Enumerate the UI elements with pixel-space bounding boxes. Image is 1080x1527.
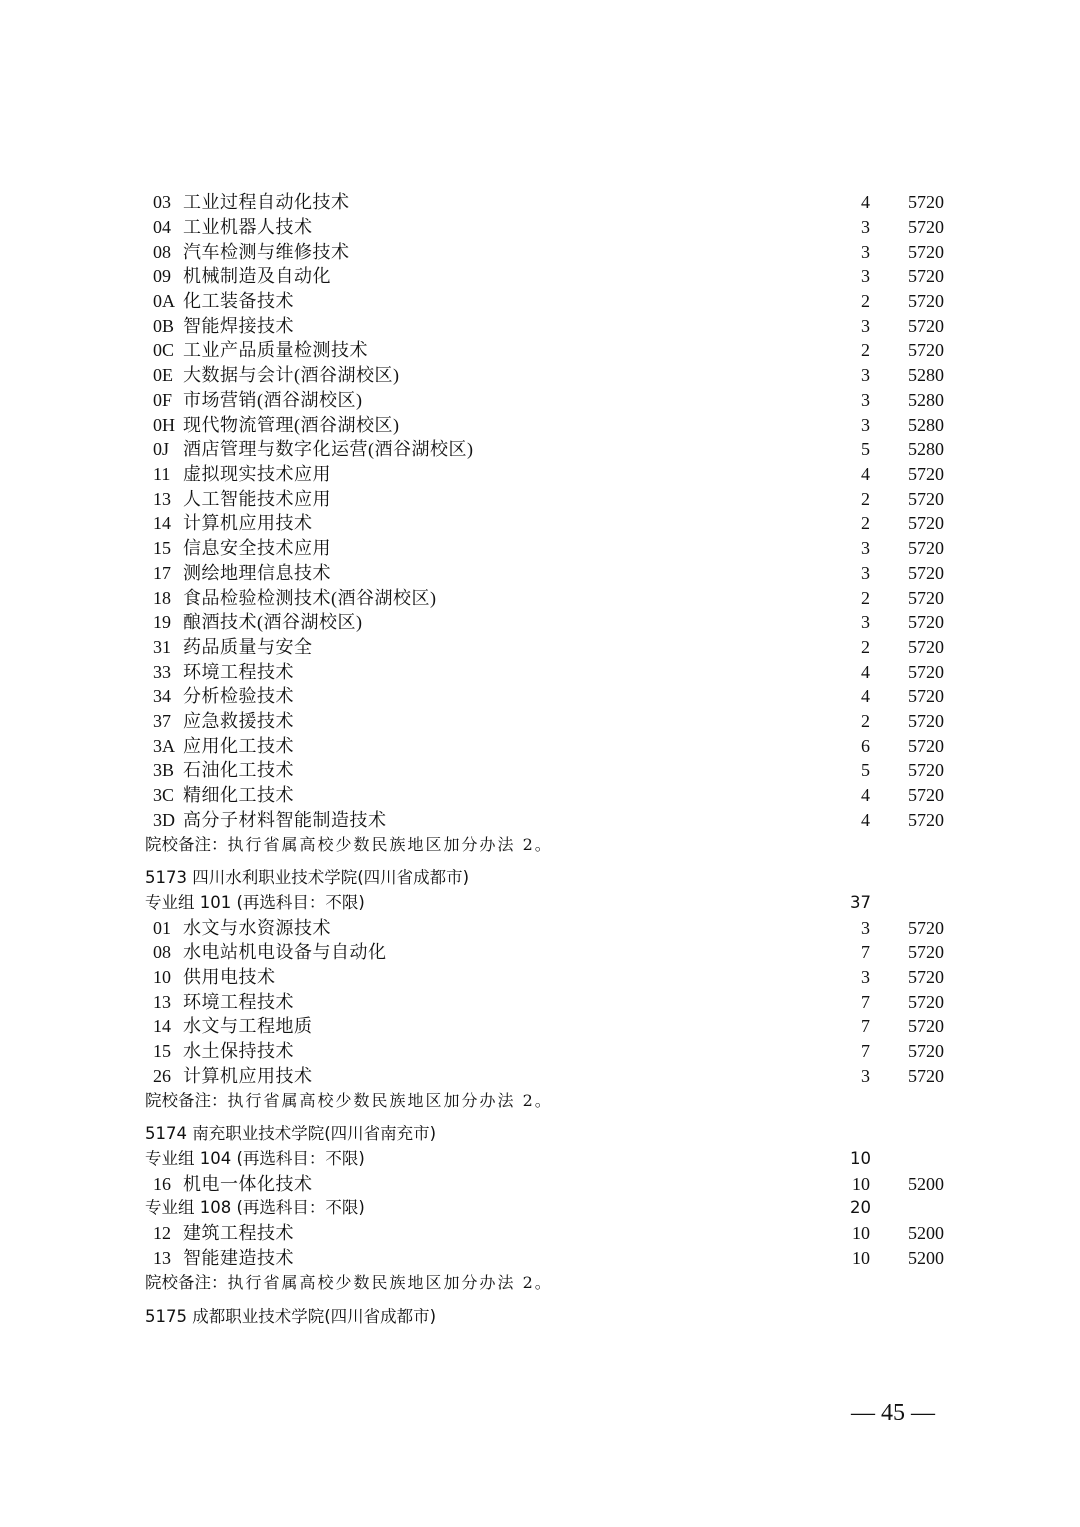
- major-count: 5: [861, 760, 870, 780]
- major-fee: 5720: [908, 736, 944, 756]
- page-number: — 45 —: [851, 1400, 935, 1426]
- major-count: 3: [861, 1066, 870, 1086]
- major-count: 2: [861, 489, 870, 509]
- major-row: [0, 635, 1080, 659]
- major-count: 7: [861, 942, 870, 962]
- major-code: 0F: [153, 390, 173, 410]
- major-fee: 5720: [908, 918, 944, 938]
- major-code: 14: [153, 513, 171, 533]
- major-code: 31: [153, 637, 171, 657]
- group-header: [0, 1196, 1080, 1220]
- major-name: 环境工程技术: [183, 662, 294, 682]
- school-title: [0, 1122, 1080, 1146]
- major-fee: 5720: [908, 992, 944, 1012]
- school-title: [0, 866, 1080, 890]
- major-count: 2: [861, 637, 870, 657]
- major-count: 3: [861, 918, 870, 938]
- major-row: [0, 264, 1080, 288]
- major-code: 0H: [153, 415, 175, 435]
- major-fee: 5720: [908, 1016, 944, 1036]
- school-note: [0, 1088, 1080, 1112]
- major-name: 石油化工技术: [183, 760, 294, 780]
- major-fee: 5720: [908, 192, 944, 212]
- group-header: [0, 1147, 1080, 1171]
- major-row: [0, 783, 1080, 807]
- major-count: 3: [861, 242, 870, 262]
- major-fee: 5720: [908, 785, 944, 805]
- major-code: 37: [153, 711, 171, 731]
- major-code: 0C: [153, 340, 175, 360]
- major-row: [0, 289, 1080, 313]
- major-code: 13: [153, 992, 171, 1012]
- major-count: 7: [861, 1041, 870, 1061]
- major-fee: 5200: [908, 1248, 944, 1268]
- major-code: 17: [153, 563, 171, 583]
- major-name: 酿酒技术(酒谷湖校区): [183, 612, 363, 632]
- major-name: 大数据与会计(酒谷湖校区): [183, 365, 400, 385]
- school-title-text: 5175 成都职业技术学院(四川省成都市): [145, 1307, 437, 1326]
- major-fee: 5720: [908, 266, 944, 286]
- major-row: [0, 660, 1080, 684]
- major-row: [0, 1172, 1080, 1196]
- major-fee: 5720: [908, 563, 944, 583]
- major-fee: 5720: [908, 242, 944, 262]
- major-count: 7: [861, 992, 870, 1012]
- major-count: 4: [861, 662, 870, 682]
- major-fee: 5720: [908, 1041, 944, 1061]
- major-fee: 5720: [908, 513, 944, 533]
- major-count: 3: [861, 316, 870, 336]
- major-fee: 5280: [908, 390, 944, 410]
- major-code: 12: [153, 1223, 171, 1243]
- group-count: 10: [850, 1149, 871, 1168]
- major-row: [0, 709, 1080, 733]
- major-count: 6: [861, 736, 870, 756]
- major-count: 3: [861, 612, 870, 632]
- major-row: [0, 314, 1080, 338]
- major-count: 3: [861, 365, 870, 385]
- major-code: 3C: [153, 785, 175, 805]
- note-label: 院校备注：: [145, 835, 228, 854]
- major-fee: 5720: [908, 967, 944, 987]
- major-code: 34: [153, 686, 171, 706]
- major-row: [0, 388, 1080, 412]
- major-count: 4: [861, 810, 870, 830]
- major-name: 智能焊接技术: [183, 316, 294, 336]
- major-name: 工业过程自动化技术: [183, 192, 350, 212]
- major-row: [0, 940, 1080, 964]
- major-name: 机电一体化技术: [183, 1174, 313, 1194]
- major-row: [0, 916, 1080, 940]
- major-count: 3: [861, 390, 870, 410]
- major-fee: 5720: [908, 538, 944, 558]
- major-code: 3B: [153, 760, 175, 780]
- major-name: 测绘地理信息技术: [183, 563, 331, 583]
- school-note: [0, 1270, 1080, 1294]
- major-name: 精细化工技术: [183, 785, 294, 805]
- major-row: [0, 1246, 1080, 1270]
- major-name: 药品质量与安全: [183, 637, 313, 657]
- major-name: 建筑工程技术: [183, 1223, 294, 1243]
- major-name: 高分子材料智能制造技术: [183, 810, 387, 830]
- major-row: [0, 610, 1080, 634]
- major-code: 03: [153, 192, 171, 212]
- major-fee: 5280: [908, 365, 944, 385]
- major-name: 工业产品质量检测技术: [183, 340, 368, 360]
- major-fee: 5720: [908, 760, 944, 780]
- major-fee: 5720: [908, 1066, 944, 1086]
- major-code: 15: [153, 1041, 171, 1061]
- major-name: 水文与水资源技术: [183, 918, 331, 938]
- major-fee: 5720: [908, 637, 944, 657]
- major-name: 信息安全技术应用: [183, 538, 331, 558]
- major-code: 14: [153, 1016, 171, 1036]
- note-text: 执行省属高校少数民族地区加分办法 2。: [227, 835, 553, 854]
- major-count: 4: [861, 686, 870, 706]
- major-count: 7: [861, 1016, 870, 1036]
- major-fee: 5720: [908, 662, 944, 682]
- major-code: 18: [153, 588, 171, 608]
- major-count: 2: [861, 711, 870, 731]
- major-row: [0, 511, 1080, 535]
- major-row: [0, 437, 1080, 461]
- major-name: 食品检验检测技术(酒谷湖校区): [183, 588, 437, 608]
- major-code: 0A: [153, 291, 175, 311]
- major-fee: 5200: [908, 1174, 944, 1194]
- major-fee: 5720: [908, 489, 944, 509]
- group-header: [0, 891, 1080, 915]
- major-fee: 5720: [908, 464, 944, 484]
- major-count: 4: [861, 192, 870, 212]
- school-title: [0, 1305, 1080, 1329]
- note-text: 执行省属高校少数民族地区加分办法 2。: [227, 1273, 553, 1292]
- major-name: 汽车检测与维修技术: [183, 242, 350, 262]
- major-fee: 5280: [908, 415, 944, 435]
- major-name: 工业机器人技术: [183, 217, 313, 237]
- major-row: [0, 487, 1080, 511]
- major-fee: 5200: [908, 1223, 944, 1243]
- major-code: 01: [153, 918, 171, 938]
- major-name: 环境工程技术: [183, 992, 294, 1012]
- note-text: 执行省属高校少数民族地区加分办法 2。: [227, 1091, 553, 1110]
- major-code: 15: [153, 538, 171, 558]
- major-name: 应急救援技术: [183, 711, 294, 731]
- major-code: 11: [153, 464, 171, 484]
- major-code: 10: [153, 967, 171, 987]
- major-name: 市场营销(酒谷湖校区): [183, 390, 363, 410]
- major-row: [0, 990, 1080, 1014]
- major-name: 水文与工程地质: [183, 1016, 313, 1036]
- major-row: [0, 1039, 1080, 1063]
- major-code: 09: [153, 266, 171, 286]
- major-name: 酒店管理与数字化运营(酒谷湖校区): [183, 439, 474, 459]
- major-name: 现代物流管理(酒谷湖校区): [183, 415, 400, 435]
- major-fee: 5720: [908, 810, 944, 830]
- major-code: 13: [153, 1248, 171, 1268]
- major-count: 3: [861, 538, 870, 558]
- major-row: [0, 1064, 1080, 1088]
- major-code: 26: [153, 1066, 171, 1086]
- group-label: 专业组 108 (再选科目：不限): [145, 1198, 365, 1217]
- major-code: 04: [153, 217, 171, 237]
- major-code: 3D: [153, 810, 175, 830]
- major-row: [0, 462, 1080, 486]
- group-label: 专业组 101 (再选科目：不限): [145, 893, 365, 912]
- major-name: 虚拟现实技术应用: [183, 464, 331, 484]
- major-count: 4: [861, 785, 870, 805]
- major-count: 2: [861, 588, 870, 608]
- major-fee: 5720: [908, 291, 944, 311]
- major-count: 2: [861, 291, 870, 311]
- major-row: [0, 338, 1080, 362]
- major-name: 机械制造及自动化: [183, 266, 331, 286]
- major-count: 2: [861, 340, 870, 360]
- note-label: 院校备注：: [145, 1273, 228, 1292]
- group-count: 20: [850, 1198, 871, 1217]
- major-code: 3A: [153, 736, 175, 756]
- major-row: [0, 965, 1080, 989]
- school-title-text: 5174 南充职业技术学院(四川省南充市): [145, 1124, 437, 1143]
- major-fee: 5720: [908, 340, 944, 360]
- major-fee: 5720: [908, 686, 944, 706]
- major-code: 08: [153, 942, 171, 962]
- major-code: 16: [153, 1174, 171, 1194]
- major-row: [0, 215, 1080, 239]
- major-name: 应用化工技术: [183, 736, 294, 756]
- major-name: 供用电技术: [183, 967, 276, 987]
- major-name: 化工装备技术: [183, 291, 294, 311]
- major-row: [0, 363, 1080, 387]
- major-count: 3: [861, 217, 870, 237]
- major-fee: 5720: [908, 942, 944, 962]
- major-fee: 5720: [908, 711, 944, 731]
- major-count: 4: [861, 464, 870, 484]
- major-fee: 5720: [908, 316, 944, 336]
- major-fee: 5720: [908, 217, 944, 237]
- major-row: [0, 561, 1080, 585]
- major-count: 10: [852, 1174, 870, 1194]
- major-row: [0, 734, 1080, 758]
- major-row: [0, 684, 1080, 708]
- major-name: 水土保持技术: [183, 1041, 294, 1061]
- school-title-text: 5173 四川水利职业技术学院(四川省成都市): [145, 868, 470, 887]
- major-row: [0, 413, 1080, 437]
- major-row: [0, 758, 1080, 782]
- group-count: 37: [850, 893, 871, 912]
- major-code: 0J: [153, 439, 170, 459]
- major-fee: 5720: [908, 588, 944, 608]
- major-code: 13: [153, 489, 171, 509]
- major-count: 3: [861, 967, 870, 987]
- major-count: 5: [861, 439, 870, 459]
- major-name: 计算机应用技术: [183, 513, 313, 533]
- major-row: [0, 808, 1080, 832]
- major-count: 3: [861, 563, 870, 583]
- major-count: 10: [852, 1223, 870, 1243]
- major-row: [0, 536, 1080, 560]
- major-row: [0, 240, 1080, 264]
- group-label: 专业组 104 (再选科目：不限): [145, 1149, 365, 1168]
- major-count: 3: [861, 415, 870, 435]
- major-code: 0B: [153, 316, 175, 336]
- major-name: 水电站机电设备与自动化: [183, 942, 387, 962]
- major-row: [0, 586, 1080, 610]
- major-code: 0E: [153, 365, 173, 385]
- major-count: 2: [861, 513, 870, 533]
- school-note: [0, 832, 1080, 856]
- major-code: 19: [153, 612, 171, 632]
- major-row: [0, 190, 1080, 214]
- major-row: [0, 1014, 1080, 1038]
- major-name: 智能建造技术: [183, 1248, 294, 1268]
- major-fee: 5280: [908, 439, 944, 459]
- major-fee: 5720: [908, 612, 944, 632]
- major-code: 33: [153, 662, 171, 682]
- major-name: 计算机应用技术: [183, 1066, 313, 1086]
- major-row: [0, 1221, 1080, 1245]
- note-label: 院校备注：: [145, 1091, 228, 1110]
- major-code: 08: [153, 242, 171, 262]
- major-name: 人工智能技术应用: [183, 489, 331, 509]
- major-count: 10: [852, 1248, 870, 1268]
- major-count: 3: [861, 266, 870, 286]
- major-name: 分析检验技术: [183, 686, 294, 706]
